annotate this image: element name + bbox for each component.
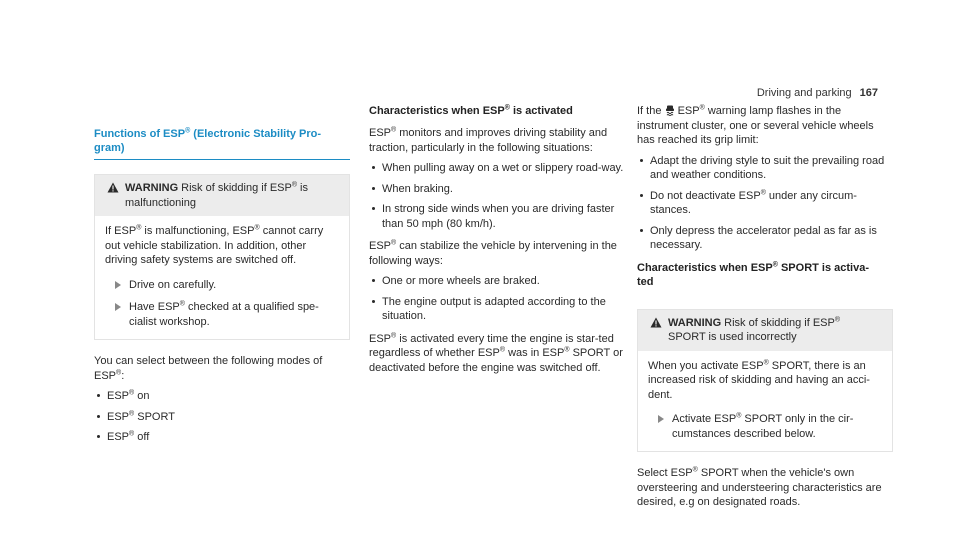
paragraph: ESP® can stabilize the vehicle by intervening in the following ways:	[369, 239, 617, 267]
list-item: The engine output is adapted according to the situation.	[369, 295, 625, 324]
paragraph: ESP® monitors and improves driving stability and traction, particularly in the following situations:	[369, 126, 608, 154]
warning-header: WARNING Risk of skidding if ESP® SPORT is used incorrectly	[638, 310, 892, 351]
section-heading-esp-functions: Functions of ESP® (Electronic Stability Pro- gram)	[94, 127, 350, 160]
warning-triangle-icon	[650, 317, 662, 328]
list-item: Do not deactivate ESP® under any circum-stances.	[637, 189, 893, 218]
list-item: In strong side winds when you are driving faster than 50 mph (80 km/h).	[369, 202, 625, 231]
warning-body	[95, 216, 349, 339]
arrow-right-icon	[115, 281, 121, 289]
warning-text: When you activate ESP® SPORT, there is an increased risk of skidding and having an acci-dent.	[648, 358, 870, 401]
list-item: ESP® SPORT	[94, 410, 350, 425]
instruction-step: Activate ESP® SPORT only in the cir-cumstances described below.	[648, 412, 882, 441]
warning-label: WARNING	[668, 316, 722, 329]
arrow-right-icon	[115, 303, 121, 311]
column-3	[637, 104, 893, 510]
grip-limit-list	[637, 154, 893, 253]
warning-box	[637, 309, 893, 453]
section-heading-esp-sport: Characteristics when ESP® SPORT is activa- ted	[637, 260, 869, 288]
list-item: One or more wheels are braked.	[369, 274, 625, 289]
list-item: ESP® on	[94, 389, 350, 404]
paragraph: Select ESP® SPORT when the vehicle's own oversteering and understeering characteristics are desired, e.g on designated roads.	[637, 466, 882, 508]
list-item: When braking.	[369, 182, 625, 197]
warning-box	[94, 174, 350, 340]
interventions-list	[369, 274, 625, 324]
modes-intro: You can select between the following modes of ESP®:	[94, 355, 323, 382]
arrow-right-icon	[658, 415, 664, 423]
esp-skid-icon	[665, 105, 675, 116]
warning-triangle-icon	[107, 182, 119, 193]
modes-list	[94, 389, 350, 445]
column-2	[369, 104, 625, 375]
section-heading-esp-activated: Characteristics when ESP® is activated	[369, 104, 573, 117]
warning-body	[638, 351, 892, 452]
page-header	[757, 86, 878, 101]
instruction-step: Have ESP® checked at a qualified spe-cialist workshop.	[105, 300, 339, 329]
section-title: Driving and parking	[756, 87, 852, 99]
page-number: 167	[859, 87, 878, 99]
situations-list	[369, 161, 625, 231]
instruction-step: Drive on carefully.	[105, 278, 339, 293]
paragraph: If the ESP® warning lamp flashes in the instrument cluster, one or several vehicle wheels has reached its grip limit:	[637, 104, 874, 146]
warning-text: If ESP® is malfunctioning, ESP® cannot carry out vehicle stabilization. In addition, other driving safety systems are switched off.	[105, 224, 324, 266]
column-1	[94, 127, 350, 445]
list-item: Adapt the driving style to suit the prevailing road and weather conditions.	[637, 154, 893, 183]
list-item: ESP® off	[94, 430, 350, 445]
list-item: When pulling away on a wet or slippery road-way.	[369, 161, 625, 176]
list-item: Only depress the accelerator pedal as far as is necessary.	[637, 224, 893, 253]
paragraph: ESP® is activated every time the engine is star-ted regardless of whether ESP® was in ESP® SPORT or deactivated before the engine was switched off.	[369, 331, 623, 374]
warning-header: WARNING Risk of skidding if ESP® is malfunctioning	[95, 175, 349, 216]
warning-label: WARNING	[125, 182, 179, 194]
